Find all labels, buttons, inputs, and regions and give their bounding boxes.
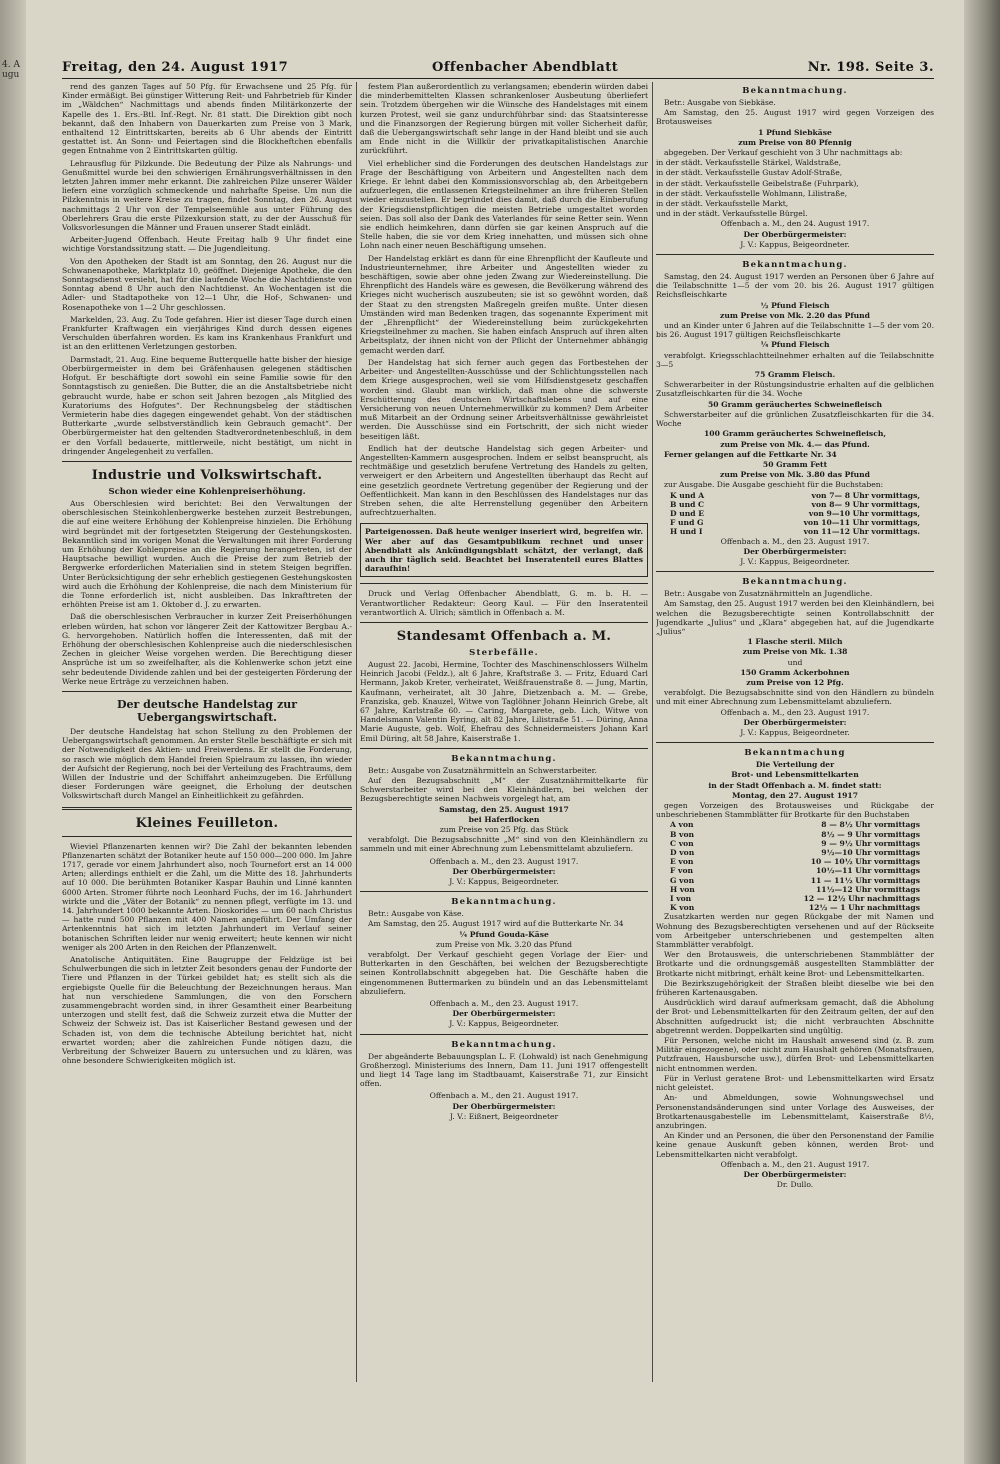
notice-sign-office: Der Oberbürgermeister: xyxy=(743,546,847,556)
article-apotheken: Von den Apotheken der Stadt ist am Sonntag, den 26. August nur die Schwanenapotheke, Marktplatz 10, geöffnet. Diejenige Apotheke, die den Sonntagsdienst versieht, hat für die laufende Woche die Nachtdienste von Sonntag abend 8 Uhr auch den Nachtdienst. An Wochentagen ist die Adler- und Stadtapotheke von 12—1 Uhr, die Hof-, Schwanen- und Rosenapotheke von 1—2 Uhr geschlossen. xyxy=(62,256,352,312)
notice-sign-office: Der Oberbürgermeister: xyxy=(452,866,556,876)
schedule-time: von 9—10 Uhr vormittags, xyxy=(808,508,920,518)
sales-location: und in der städt. Verkaufsstelle Bürgel. xyxy=(656,209,808,219)
schedule-time: von 10—11 Uhr vormittags, xyxy=(803,518,920,528)
sales-location: in der städt. Verkaufsstelle Geibelstraße (Fuhrpark), xyxy=(656,178,859,188)
section-divider xyxy=(360,622,648,623)
notice-sign-place: Offenbach a. M., den 23. August 1917. xyxy=(429,856,579,866)
notice-subtitle: in der Stadt Offenbach a. M. findet statt: xyxy=(708,780,882,790)
notice-sign-name: Dr. Dullo. xyxy=(776,1180,814,1190)
schedule-row xyxy=(656,885,934,894)
article-text: Viel erheblicher sind die Forderungen des deutschen Handelstags zur Frage der Beschäftigung von Arbeitern und Angestellten nach dem Kriege. Er lehnt dabei den Kommissionsvorschlag ab, den Arbeitgebern aufzuerlegen, die entlassenen Kriegsteilnehmer an ihre früheren Stellen wieder einzustellen. Er begründet dies damit, daß durch die Einberufung der Kriegsdienstpflichtigen die meisten Betriebe umgestaltet worden seien. Das soll also der Dank des Vaterlandes für seine Retter sein. Wenn sie endlich heimkehren, dann dürfen sie gar keinen Anspruch auf die Stelle haben, die sie vor dem Krieg innehatten, und müssen sich ohne Lohn nach einer neuen Beschäftigung umsehen. xyxy=(360,158,648,251)
notice-text: Samstag, den 24. August 1917 werden an Personen über 6 Jahre auf die Teilabschnitte 1—5 der vom 20. bis 26. August 1917 gültigen Reichsfleischkarte xyxy=(656,272,934,300)
notice-title: Bekanntmachung. xyxy=(742,86,848,96)
section-divider xyxy=(656,571,934,572)
schedule-row xyxy=(656,839,934,848)
notice-item: 50 Gramm geräuchertes Schweinefleisch xyxy=(707,399,883,409)
notice-item: 100 Gramm geräuchertes Schweinefleisch, xyxy=(704,429,886,439)
section-divider xyxy=(360,891,648,892)
article-pflanzenarten: Wieviel Pflanzenarten kennen wir? Die Zahl der bekannten lebenden Pflanzenarten schätzt der Botaniker heute auf 150 000—200 000. Im Jahre 1717, gerade vor einem Jahrhundert also, noch Tournefort erst an 14 000 Arten; allerdings enthielt er die Zahl, um die Mitte des 18. Jahrhunderts auf 10 000. Die berühmten Botaniker Kaspar Bauhin und Linné kannten 6000 Arten. Stromer führte noch Leonhard Fuchs, der im 16. Jahrhundert wirkte und die „Väter der Botanik“ zu nennen pflegt, verfügte im 13. und 14. Jahrhundert 1000 bekannte Arten. Dioskorides — um 60 nach Christus — hatte rund 500 Pflanzen mit 400 Namen angeführt. Der Umfang der Artenkenntnis hat sich im letzten Jahrhundert im Verlauf seiner botanischen Schriften leider nur wenig erweitert; heute kennen wir nicht weniger als 200 Arten in den Reichen der Pflanzenwelt. xyxy=(62,841,352,952)
article-text: Endlich hat der deutsche Handelstag sich gegen Arbeiter- und Angestellten-Kammern ausgesprochen. Indem er selbst beansprucht, als rechtmäßige und gesetzlich berufene Vertretung des Handels zu gelten, verweigert er den Arbeitern und Angestellten überhaupt das Recht auf eine gesetzlich geordnete Vertretung gegenüber der Regierung und der Oeffentlichkeit. Man kann in den Beschlüssen des Handelstages nur das Streben sehen, die alte Herrenstellung gegenüber den Arbeitern aufrechtzuerhalten. xyxy=(360,443,648,518)
notice-sign-office: Der Oberbürgermeister: xyxy=(743,229,847,239)
schedule-time: von 11—12 Uhr vormittags. xyxy=(803,527,920,537)
section-divider xyxy=(62,461,352,462)
notice-sign-office: Der Oberbürgermeister: xyxy=(452,1101,556,1111)
schedule-time: 10½—11 Uhr vormittags xyxy=(816,866,920,876)
schedule-letters: C von xyxy=(670,838,694,848)
notice-item: 75 Gramm Fleisch. xyxy=(754,370,836,380)
section-heading-standesamt: Standesamt Offenbach a. M. xyxy=(396,628,612,644)
section-divider xyxy=(62,807,352,810)
notice-sign-name: J. V.: Eißnert, Beigeordneter xyxy=(449,1111,559,1121)
notice-text: An Kinder und an Personen, die über den Personenstand der Familie keine genaue Auskunft geben können, werden Brot- und Lebensmittelkarten nicht verabfolgt. xyxy=(656,1131,934,1159)
notice-text: Ferner gelangen auf die Fettkarte Nr. 34 xyxy=(664,449,837,459)
article-subheading: Schon wieder eine Kohlenpreiserhöhung. xyxy=(108,486,306,497)
notice-subject: Betr.: Ausgabe von Käse. xyxy=(368,909,464,919)
notice-sign-office: Der Oberbürgermeister: xyxy=(743,1169,847,1179)
schedule-row xyxy=(656,518,934,527)
schedule-time: 8½ — 9 Uhr vormittags xyxy=(821,829,920,839)
notice-sign-office: Der Oberbürgermeister: xyxy=(743,717,847,727)
article-kohlenpreis-cont: Daß die oberschlesischen Verbraucher in kurzer Zeit Preiserhöhungen erleben würden, hat schon vor längerer Zeit der Kattowitzer Bergbau A.-G. hervorgehoben. Natürlich hoffen die Interessenten, daß mit der Erhöhung der oberschlesischen Kohlenpreise auch die niederschlesischen Zechen in gleicher Weise vorgehen werden. Die Berechtigung dieser Ansprüche ist um so zweifelhafter, als die Kohlenwerke schon jetzt eine sehr bedeutende Dividende zahlen und bei der gesteigerten Förderung der Werke neue Erträge zu verzeichnen haben. xyxy=(62,612,352,686)
notice-sign-name: J. V.: Kappus, Beigeordneter. xyxy=(740,239,850,249)
notice-text: und an Kinder unter 6 Jahren auf die Teilabschnitte 1—5 der vom 20. bis 26. August 1917 gültigen Reichsfleischkarte xyxy=(656,321,934,340)
notice-sign-name: J. V.: Kappus, Beigeordneter. xyxy=(449,1019,559,1029)
article-darmstadt: Darmstadt, 21. Aug. Eine bequeme Butterquelle hatte bisher der hiesige Oberbürgermeister in dem bei Gräfenhausen gelegenen städtischen Hofgut. Er beschäftigte dort sowohl ein seine Familie sowie für den Sonntagstisch zu genießen. Die Butter, die an die Anstaltsbetriebe nicht gebraucht wurde, habe er schon seit Jahren bezogen „als Mitglied des Kuratoriums des Hofgutes“. Der Rechnungsbeleg der städtischen Vermieterin habe dies dagegen eingewendet gehabt. Von der städtischen Butterkarte „wurde selbstverständlich kein Gebrauch gemacht“. Der Oberbürgermeister hat den geltenden Stadtverordnetenbeschluß, in dem er den Vorfall bedauerte, mittlerweile, nicht bestätigt, um nicht in dringender Angelegenheit zu verfallen. xyxy=(62,354,352,456)
section-divider xyxy=(62,691,352,692)
notice-sign-name: J. V.: Kappus, Beigeordneter. xyxy=(740,556,850,566)
header-date: Freitag, den 24. August 1917 xyxy=(62,60,289,75)
notice-text: Am Samstag, den 25. August 1917 werden bei den Kleinhändlern, bei welchen die Bezugsberechtigte seinen Kontrollabschnitt der Jugendkarte „Julius“ und „Klara“ abgegeben hat, auf die Jugendkarte „Julius“ xyxy=(656,599,934,636)
notice-text: Wer den Brotausweis, die unterschriebenen Stammblätter der Brotkarte und die ordnungsgemäß ausgestellten Stammblätter der Brotkarte nicht mitbringt, erhält keine Brot- und Lebensmittelkarten. xyxy=(656,950,934,978)
schedule-time: 9 — 9½ Uhr vormittags xyxy=(821,838,920,848)
notice-item: ¼ Pfund Gouda-Käse xyxy=(459,929,549,939)
notice-price: zum Preise von 80 Pfennig xyxy=(738,137,852,147)
notice-text: Auf den Bezugsabschnitt „M“ der Zusatznährmittelkarte für Schwerstarbeiter wird bei den Kleinhändlern, bei welchen der Bezugsberechtigte seinen Nachweis vorgelegt hat, am xyxy=(360,776,648,804)
schedule-letters: H von xyxy=(670,884,695,894)
schedule-row xyxy=(656,894,934,903)
schedule-time: 8 — 8½ Uhr vormittags xyxy=(821,820,920,830)
article-markelden: Markelden, 23. Aug. Zu Tode gefahren. Hier ist dieser Tage durch einen Frankfurter Kraftwagen ein vierjähriges Kind durch dessen eigenes Verschulden überfahren worden. Es kam ins Krankenhaus Frankfurt und ist an den erlittenen Verletzungen gestorben. xyxy=(62,314,352,352)
sales-location: in der städt. Verkaufsstelle Stärkel, Waldstraße, xyxy=(656,158,842,168)
notice-text: Für in Verlust geratene Brot- und Lebensmittelkarten wird Ersatz nicht geleistet. xyxy=(656,1073,934,1093)
article-antiquitaeten: Anatolische Antiquitäten. Eine Baugruppe der Feldzüge ist bei Schulwerbungen die sich in letzter Zeit besonders genau der Fundorte der Tiere und Pflanzen in der Türkei gebildet hat; es stellt sich als die ergiebigste Quelle für die Beleuchtung der Bezeichnungen heraus. Man hat nun verschiedene Sammlungen, die von den Forschern zusammengebracht worden sind, in ihrer Gesamtheit einer Bearbeitung unterzogen und stellt fest, daß die Schweiz zurzeit etwa die Mutter der Schweiz der Schweiz ist. Das ist Kaiserlicher Bestand gewesen und der Schaden ist, von dem die technische Abteilung berichtet hat, nicht erwartet worden; aber die zahlreichen Funde nötigen dazu, die Verbreitung der Schweizer Bauern zu untersuchen und zu klären, was ohne besondere Schwierigkeiten möglich ist. xyxy=(62,955,352,1066)
notice-subtitle: Brot- und Lebensmittelkarten xyxy=(731,770,859,780)
notice-text: Am Samstag, den 25. August 1917 wird auf die Butterkarte Nr. 34 xyxy=(368,919,624,929)
article-handelstag: Der deutsche Handelstag hat schon Stellung zu den Problemen der Uebergangswirtschaft genommen. An erster Stelle beschäftigte er sich mit der Notwendigkeit des Aktien- und Freiwerdens. Er stellt die Forderung, so rasch wie möglich dem Handel freien Spielraum zu lassen, ihn wieder der Aufsicht der Regierung, noch bei der Verteilung des Frachtraums, dem Willen der Industrie und der Schiffahrt anheimzugeben. Die Erfüllung dieser Forderungen wäre geeignet, die Erholung der deutschen Volkswirtschaft durch Mangel an Einheitlichkeit zu gefährden. xyxy=(62,726,352,801)
notice-sign-place: Offenbach a. M., den 23. August 1917. xyxy=(720,536,870,546)
column-3 xyxy=(656,82,934,1412)
notice-text: abgegeben. Der Verkauf geschieht von 3 Uhr nachmittags ab: xyxy=(664,148,903,158)
section-heading-feuilleton: Kleines Feuilleton. xyxy=(135,815,279,831)
notice-text: Schwerstarbeiter auf die grünlichen Zusatzfleischkarten für die 34. Woche xyxy=(656,409,934,429)
schedule-letters: H und I xyxy=(670,527,703,537)
notice-price: zum Preise von 25 Pfg. das Stück xyxy=(439,825,569,835)
notice-text: Am Samstag, den 25. August 1917 wird gegen Vorzeigen des Brotausweises xyxy=(656,108,934,127)
notice-text: verabfolgt. Der Verkauf geschieht gegen Vorlage der Eier- und Butterkarten in den Geschäften, bei welchen der Bezugsberechtigte seinen Kontrollabschnitt abgegeben hat. Die Geschäfte haben die eingenommenen Buttermarken zu bündeln und an das Lebensmittelamt abzuliefern. xyxy=(360,950,648,996)
article-text: Der Handelstag erklärt es dann für eine Ehrenpflicht der Kaufleute und Industrieunternehmer, ihre Arbeiter und Angestellten wieder zu beschäftigen, sowie aber ohne jeden Zwang zur Wiedereinstellung. Die Ehrenpflicht des Handels wäre es gewesen, die Bevölkerung während des Krieges nicht wucherisch auszubeuten; sie ist so gewöhnt worden, daß der Staat zu den strengsten Maßregeln greifen mußte. Unter diesen Umständen wird man Bedenken tragen, das sogenannte Experiment mit der „Ehrenpflicht“ der Wiedereinstellung beim zurückgekehrten Kriegsteilnehmer zu machen. Sie haben einfach Anspruch auf ihren alten Arbeitsplatz, der ihnen nicht von der Pflicht der Unternehmer abhängig gemacht werden darf. xyxy=(360,253,648,355)
schedule-letters: G von xyxy=(670,875,695,885)
schedule-time: 12 — 12½ Uhr nachmittags xyxy=(803,894,920,904)
imprint: Druck und Verlag Offenbacher Abendblatt, G. m. b. H. — Verantwortlicher Redakteur: Georg Kaul. — Für den Inseratenteil verantwortlich A. Ulrich; sämtlich in Offenbach a. M. xyxy=(360,589,648,617)
notice-text: gegen Vorzeigen des Brotausweises und Rückgabe der unbeschriebenen Stammblätter für Brotkarte für den Buchstaben xyxy=(656,801,934,820)
section-divider xyxy=(360,748,648,749)
column-rule xyxy=(652,82,653,1382)
notice-date: Samstag, den 25. August 1917 xyxy=(439,804,569,814)
schedule-row xyxy=(656,876,934,885)
schedule-time: 11 — 11½ Uhr vormittags xyxy=(810,875,920,885)
notice-sign-name: J. V.: Kappus, Beigeordneter. xyxy=(449,877,559,887)
schedule-letters: K von xyxy=(670,903,695,913)
notice-text: An- und Abmeldungen, sowie Wohnungswechsel und Personenstandsänderungen sind unter Vorlage des Ausweises, der Brotkartenausgabestelle im Lebensmittelamt, Kaiserstraße 8½, anzubringen. xyxy=(656,1093,934,1130)
notice-title: Bekanntmachung. xyxy=(451,1039,557,1050)
notice-item: 1 Flasche steril. Milch xyxy=(747,637,843,647)
schedule-letters: F und G xyxy=(670,518,704,528)
schedule-letters: I von xyxy=(670,894,692,904)
notice-sign-office: Der Oberbürgermeister: xyxy=(452,1009,556,1019)
schedule-letters: F von xyxy=(670,866,694,876)
card-distribution-schedule xyxy=(656,820,934,912)
death-notices: August 22. Jacobi, Hermine, Tochter des Maschinenschlossers Wilhelm Heinrich Jacobi (Feldz.), alt 6 Jahre, Kraftstraße 3. — Fritz, Eduard Carl Hermann, Jakob Kreter, verheiratet, Weißfrauenstraße 8. — Jung, Martin, Kaufmann, verheiratet, alt 30 Jahre, Dietzenbach a. M. — Grebe, Franziska, geb. Knauzel, Witwe von Taglöhner Johann Heinrich Grebe, alt 67 Jahre, Karlstraße 60. — Caring, Margarete, geb. Lich, Witwe von Handelsmann Valentin Eyring, alt 82 Jahre, Lilistraße 51. — Düring, Anna Marie Auguste, geb. Wolf, Ehefrau des Schneidermeisters Johann Karl Emil Düring, alt 58 Jahre, Kaiserstraße 1. xyxy=(360,659,648,743)
notice-sign-place: Offenbach a. M., den 24. August 1917. xyxy=(720,219,870,229)
notice-text: Die Bezirkszugehörigkeit der Straßen bleibt dieselbe wie bei den früheren Kartenausgaben. xyxy=(656,978,934,998)
sales-location: in der städt. Verkaufsstelle Gustav Adolf-Straße, xyxy=(656,168,843,178)
previous-page-edge-text: 4. Augu xyxy=(2,60,20,80)
notice-and: und xyxy=(787,657,803,667)
notice-text: Für Personen, welche nicht im Haushalt anwesend sind (z. B. zum Militär eingezogene), oder nicht zum Haushalt gehören (Monatsfrauen, Putzfrauen, Hausbursche usw.), dürfen Brot- und Lebensmittelkarten nicht entnommen werden. xyxy=(656,1036,934,1073)
column-1 xyxy=(62,82,352,1412)
notice-subject: Betr.: Ausgabe von Siebkäse. xyxy=(664,98,776,107)
schedule-letters: D von xyxy=(670,848,695,858)
notice-text: verabfolgt. Die Bezugsabschnitte sind von den Händlern zu bündeln und mit einer Abrechnung zum Lebensmittelamt abzuliefern. xyxy=(656,688,934,707)
section-divider xyxy=(360,1034,648,1035)
notice-sign-name: J. V.: Kappus, Beigeordneter. xyxy=(740,727,850,737)
notice-subject: Betr.: Ausgabe von Zusatznährmitteln an Jugendliche. xyxy=(664,589,873,599)
notice-subject: Betr.: Ausgabe von Zusatznährmitteln an Schwerstarbeiter. xyxy=(368,765,597,775)
notice-item: bei Haferflocken xyxy=(468,814,540,824)
sales-locations-list xyxy=(656,158,934,218)
notice-sign-place: Offenbach a. M., den 23. August 1917. xyxy=(429,999,579,1009)
schedule-row xyxy=(656,866,934,875)
article-arbeiterjugend: Arbeiter-Jugend Offenbach. Heute Freitag halb 9 Uhr findet eine wichtige Vorstandssitzung statt. — Die Jugendleitung. xyxy=(62,235,352,254)
notice-text: Zusatzkarten werden nur gegen Rückgabe der mit Namen und Wohnung des Bezugsberechtigten versehenen und auf der Rückseite vom Arbeitgeber unterschriebenen und gestempelten alten Stammblätter verabfolgt. xyxy=(656,912,934,950)
schedule-time: 9½—10 Uhr vormittags xyxy=(821,848,920,858)
notice-text: Schwerarbeiter in der Rüstungsindustrie erhalten auf die gelblichen Zusatzfleischkarten für die 34. Woche xyxy=(656,380,934,399)
schedule-letters: A von xyxy=(670,820,694,830)
notice-text: Ausdrücklich wird darauf aufmerksam gemacht, daß die Abholung der Brot- und Lebensmittelkarten für den Zeitraum gelten, der auf den Abschnitten aufgedruckt ist; die nicht verbrauchten Abschnitte abgetrennt werden. Doppelkarten sind ungültig. xyxy=(656,998,934,1035)
notice-item: 150 Gramm Ackerbohnen xyxy=(740,667,850,677)
notice-title: Bekanntmachung. xyxy=(742,260,848,271)
schedule-letters: K und A xyxy=(670,490,705,500)
schedule-row xyxy=(656,820,934,829)
notice-text: verabfolgt. Kriegsschlachtteilnehmer erhalten auf die Teilabschnitte 3—5 xyxy=(656,350,934,369)
section-heading-industrie: Industrie und Volkswirtschaft. xyxy=(91,467,323,483)
schedule-time: von 8— 9 Uhr vormittags, xyxy=(811,499,920,509)
schedule-letters: B und C xyxy=(670,499,705,509)
notice-title: Bekanntmachung. xyxy=(742,577,848,588)
notice-item: 1 Pfund Siebkäse xyxy=(758,127,832,137)
header-title: Offenbacher Abendblatt xyxy=(432,60,619,75)
notice-item: 50 Gramm Fett xyxy=(762,459,828,469)
sales-location: in der städt. Verkaufsstelle Markt, xyxy=(656,199,789,209)
sales-location: in der städt. Verkaufsstelle Wohlmann, Lilistraße, xyxy=(656,188,848,198)
schedule-row xyxy=(656,509,934,518)
article-text: festem Plan außerordentlich zu verlangsamen; ebenderin würden dabei die minderbemittelten Klassen schrankenloser Ausbeutung überliefert sein. Trotzdem übergehen wir die Wünsche des Handelstages mit einem kurzen Protest, weil sie ganz undurchführbar sind: das Staatsinteresse und die Finanzsorgen der Regierung bürgen mit voller Sicherheit dafür, daß die Uebergangswirtschaft sehr lange in der Hand bleibt und sie auch am Ende nicht in die Willkür der privatkapitalistischen Anarchie zurückführt. xyxy=(360,82,648,156)
schedule-letters: B von xyxy=(670,829,695,839)
notice-item: ½ Pfund Fleisch xyxy=(760,300,830,310)
notice-text: verabfolgt. Die Bezugsabschnitte „M“ sind von den Kleinhändlern zu sammeln und mit einer Abrechnung zum Lebensmittelamt abzuliefern. xyxy=(360,835,648,854)
schedule-row xyxy=(656,903,934,912)
schedule-time: 12½ — 1 Uhr nachmittags xyxy=(808,903,920,913)
notice-price: zum Preise von Mk. 1.38 xyxy=(742,647,848,657)
schedule-letters: E von xyxy=(670,857,694,867)
distribution-schedule xyxy=(656,491,934,537)
notice-text: Der abgeänderte Bebauungsplan L. F. (Lohwald) ist nach Genehmigung Großherzogl. Ministeriums des Innern, Dam 11. Juni 1917 offengestellt und liegt 14 Tage lang im Stadtbauamt, Kaiserstraße 71, zur Einsicht offen. xyxy=(360,1051,648,1089)
schedule-time: 11½—12 Uhr vormittags xyxy=(816,884,920,894)
notice-title: Bekanntmachung. xyxy=(451,897,557,908)
notice-price: zum Preise von Mk. 2.20 das Pfund xyxy=(720,310,870,320)
notice-price: zum Preise von 12 Pfg. xyxy=(746,677,844,687)
article-text: rend des ganzen Tages auf 50 Pfg. für Erwachsene und 25 Pfg. für Kinder ermäßigt. Bei günstiger Witterung Reit- und Fahrbetrieb für Kinder im „Wäldchen“ Nachmittags und abends finden Militärkonzerte der Kapelle des 1. Ers.-Btl. Inf.-Regt. Nr. 81 statt. Die Direktion gibt noch bekannt, daß den Inhabern von Dauerkarten zum Preise von 3 Mark, enthaltend 12 Eintrittskarten, bereits ab 6 Uhr abends der Eintritt gestattet ist. An Sonn- und Feiertagen sind die Blockheftchen ebenfalls gegen Entnahme von 2 Eintrittskarten gültig. xyxy=(62,82,352,156)
notice-text: zur Ausgabe. Die Ausgabe geschieht für die Buchstaben: xyxy=(664,480,884,490)
section-divider xyxy=(656,254,934,255)
article-pilzkunde: Lehrausflug für Pilzkunde. Die Bedeutung der Pilze als Nahrungs- und Genußmittel wurde bei den schwierigen Ernährungsverhältnissen in den letzten Jahren immer mehr erkannt. Die zahlreichen Pilze unserer Wälder liefern eine vorzüglich schmeckende und nahrhafte Speise. Um nun die Pilzkenntnis in weitere Kreise zu tragen, findet Sonntag, den 26. August nachmittags 2 Uhr von der Tempelseemühle aus unter Führung des Oberlehrers Grau die erste Pilzexkursion statt, zu der der Ausschuß für Volksvorlesungen die Männer und Frauen unserer Stadt einlädt. xyxy=(62,158,352,233)
schedule-row xyxy=(656,857,934,866)
schedule-row xyxy=(656,848,934,857)
subheading-sterbefaelle: Sterbefälle. xyxy=(469,647,539,658)
schedule-letters: D und E xyxy=(670,508,705,518)
notice-price: zum Preise von Mk. 3.20 das Pfund xyxy=(436,939,572,949)
section-divider xyxy=(360,583,648,584)
binding-left-edge xyxy=(0,0,26,1464)
binding-right-edge xyxy=(964,0,1000,1464)
schedule-time: von 7— 8 Uhr vormittags, xyxy=(811,490,920,500)
section-divider xyxy=(656,742,934,743)
notice-subtitle: Die Verteilung der xyxy=(755,760,835,770)
notice-price: zum Preise von Mk. 4.— das Pfund. xyxy=(720,439,870,449)
schedule-row xyxy=(656,491,934,500)
notice-title: Bekanntmachung. xyxy=(451,753,557,764)
header-issue-number: Nr. 198. Seite 3. xyxy=(807,60,934,75)
column-2 xyxy=(360,82,648,1412)
notice-sign-place: Offenbach a. M., den 23. August 1917. xyxy=(720,707,870,717)
article-kohlenpreis: Aus Oberschlesien wird berichtet: Bei den Verwaltungen der oberschlesischen Steinkohlenbergwerke bestehen zurzeit Bestrebungen, die auf eine weitere Erhöhung der Kohlenpreise hinzielen. Die Erhöhung wird begründet mit der fortgesetzten Steigerung der Gestehungskosten. Bekanntlich sind im vorigen Monat die Verwaltungen mit ihrer Forderung um Erhöhung der Kohlenpreise an die Regierung herangetreten, ist der Hauptsache bewilligt wurden. Auch die Preise der zum Betrieb der Bergwerke erforderlichen Materialien sind in stetem Steigen begriffen. Unter Berücksichtigung der sehr erheblich gestiegenen Gestehungskosten wird auch die Erhöhung der Kohlenpreise, die nach dem Ministerium für die Tonne erforderlich ist, nicht ausbleiben. Das Inkrafttreten der erhöhten Preise ist am 1. Oktober d. J. zu erwarten. xyxy=(62,498,352,610)
notice-date: Montag, den 27. August 1917 xyxy=(732,790,858,800)
schedule-row xyxy=(656,830,934,839)
party-notice-box: Parteigenossen. Daß heute weniger inseriert wird, begreifen wir. Wer aber auf das Gesamtpublikum rechnet und unser Abendblatt als Ankündigungsblatt schätzt, der verlangt, daß auch ihr täglich seid. Beachtet bei Inseratenteil eures Blattes daraufhin! xyxy=(360,523,648,577)
article-text: Der Handelstag hat sich ferner auch gegen das Fortbestehen der Arbeiter- und Angestellten-Ausschüsse und der Schlichtungsstellen nach dem Kriege ausgesprochen, weil sie vom Hilfsdienstgesetz geschaffen worden sind. Glaubt man wirklich, daß man ohne die schwerste Erschütterung des deutschen Wirtschaftslebens und auf eine Versicherung von neuen Unternehmerwillkür zu kommen? Dem Arbeiter muß Mitarbeit an der Ordnung seiner Arbeitsverhältnisse gewährleistet werden. Die Ausschüsse sind ein Fortschritt, der sich nicht wieder beseitigen läßt. xyxy=(360,357,648,441)
notice-item: ¼ Pfund Fleisch xyxy=(760,340,830,350)
section-divider xyxy=(62,836,352,837)
notice-sign-place: Offenbach a. M., den 21. August 1917. xyxy=(720,1159,870,1169)
schedule-row xyxy=(656,527,934,536)
schedule-row xyxy=(656,500,934,509)
notice-title: Bekanntmachung xyxy=(744,748,846,759)
notice-sign-place: Offenbach a. M., den 21. August 1917. xyxy=(429,1091,579,1101)
page-header xyxy=(62,58,934,79)
article-heading-handelstag: Der deutsche Handelstag zur Uebergangswirtschaft. xyxy=(117,697,297,724)
schedule-time: 10 — 10½ Uhr vormittags xyxy=(810,857,920,867)
notice-price: zum Preise von Mk. 3.80 das Pfund xyxy=(720,470,870,480)
column-rule xyxy=(356,82,357,1382)
